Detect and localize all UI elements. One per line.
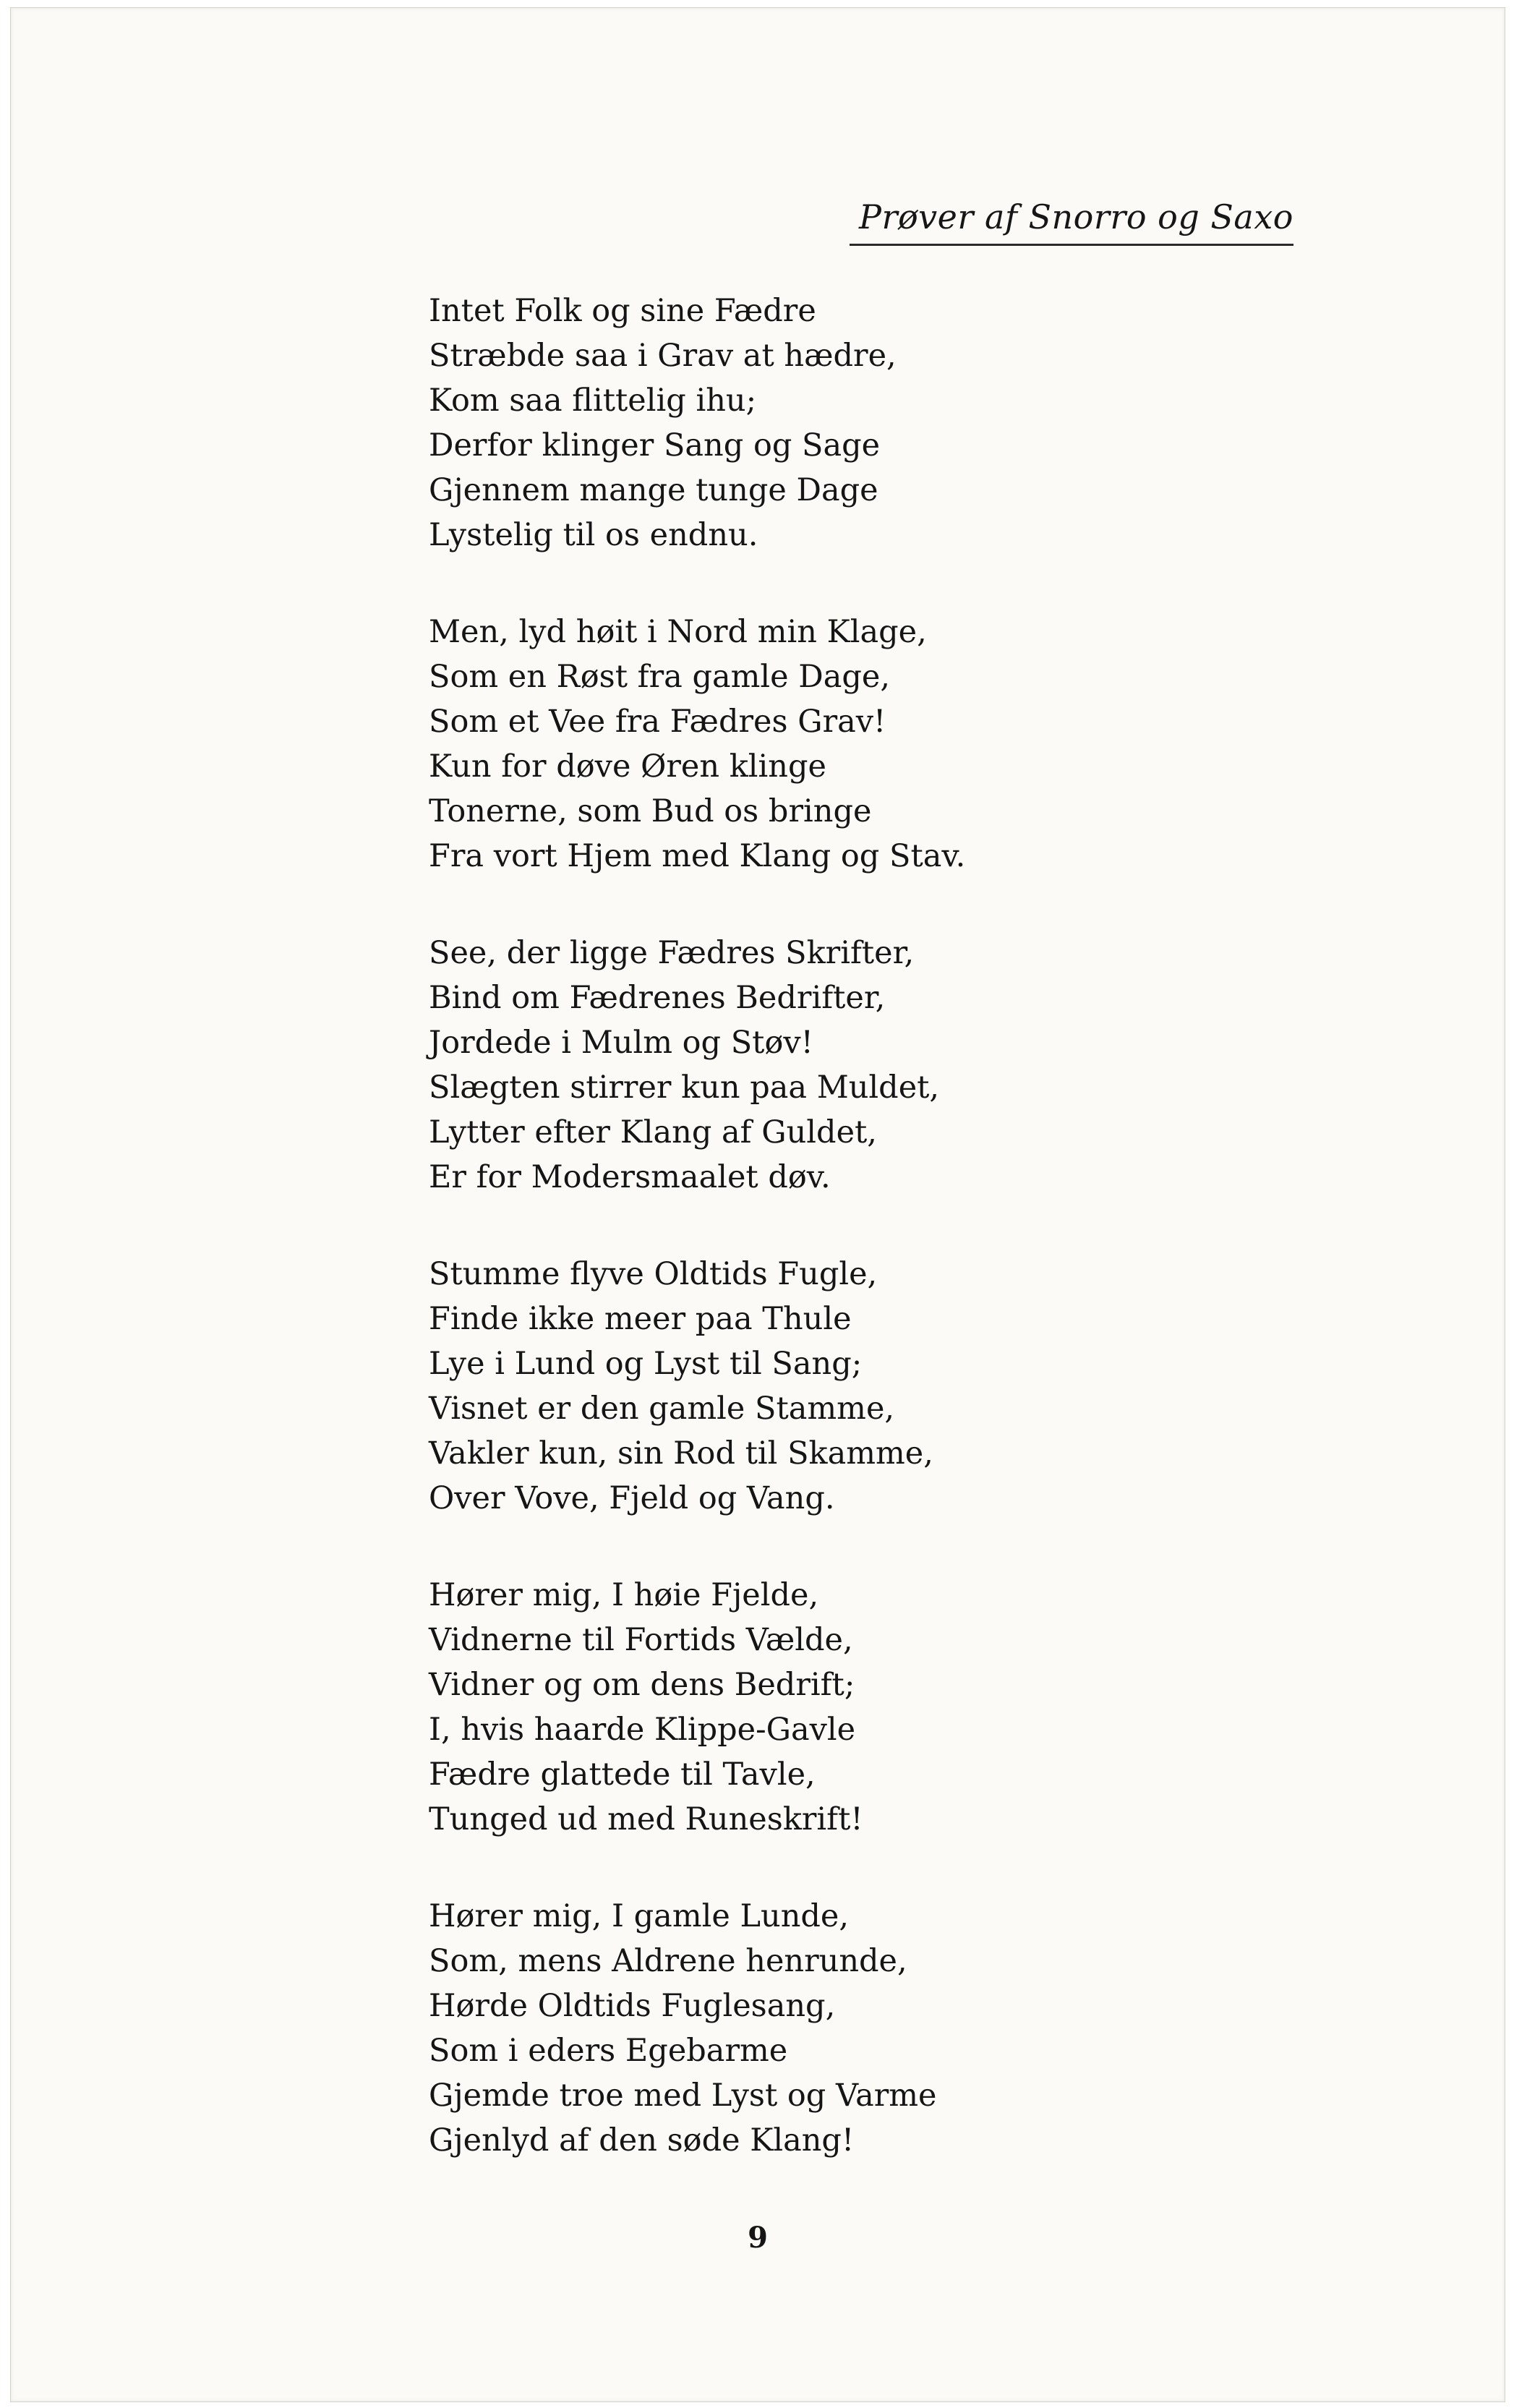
poem-line: Men, lyd høit i Nord min Klage, (429, 614, 927, 650)
poem-line: Lye i Lund og Lyst til Sang; (429, 1346, 863, 1382)
poem-line: See, der ligge Fædres Skrifter, (429, 935, 915, 971)
poem-line: Over Vove, Fjeld og Vang. (429, 1480, 835, 1516)
poem-line: Hører mig, I høie Fjelde, (429, 1577, 819, 1613)
poem-line: Som i eders Egebarme (429, 2033, 788, 2069)
poem-line: Som et Vee fra Fædres Grav! (429, 704, 886, 740)
poem-line: Bind om Fædrenes Bedrifter, (429, 980, 886, 1016)
poem-line: Stumme flyve Oldtids Fugle, (429, 1256, 878, 1292)
poem-line: Intet Folk og sine Fædre (429, 293, 816, 329)
stanza-6 (429, 1894, 1412, 2163)
poem-line: Lystelig til os endnu. (429, 517, 758, 553)
poem-line: Gjenlyd af den søde Klang! (429, 2122, 855, 2159)
poem-line: Gjennem mange tunge Dage (429, 472, 878, 508)
poem-line: Tonerne, som Bud os bringe (429, 793, 872, 829)
poem-line: Som en Røst fra gamle Dage, (429, 659, 891, 695)
page-number: 9 (748, 2221, 768, 2255)
poem-line: Finde ikke meer paa Thule (429, 1301, 852, 1337)
poem-line: Fædre glattede til Tavle, (429, 1756, 816, 1793)
poem (429, 289, 1412, 2215)
poem-line: Vidner og om dens Bedrift; (429, 1667, 855, 1703)
poem-line: Kom saa flittelig ihu; (429, 383, 757, 419)
poem-line: Derfor klinger Sang og Sage (429, 427, 881, 464)
stanza-3 (429, 931, 1412, 1200)
book-page (10, 7, 1505, 2402)
poem-line: Er for Modersmaalet døv. (429, 1159, 831, 1195)
page-header (850, 197, 1293, 246)
stanza-5 (429, 1573, 1412, 1842)
poem-line: Hører mig, I gamle Lunde, (429, 1898, 850, 1934)
stanza-1 (429, 289, 1412, 558)
poem-line: Visnet er den gamle Stamme, (429, 1391, 895, 1427)
poem-line: Hørde Oldtids Fuglesang, (429, 1988, 836, 2024)
poem-line: Vidnerne til Fortids Vælde, (429, 1622, 853, 1658)
stanza-2 (429, 610, 1412, 879)
poem-line: Tunged ud med Runeskrift! (429, 1801, 863, 1837)
poem-line: Gjemde troe med Lyst og Varme (429, 2078, 937, 2114)
poem-line: Kun for døve Øren klinge (429, 748, 826, 785)
poem-line: Som, mens Aldrene henrunde, (429, 1943, 907, 1979)
poem-line: Stræbde saa i Grav at hædre, (429, 338, 897, 374)
stanza-4 (429, 1252, 1412, 1521)
poem-line: Slægten stirrer kun paa Muldet, (429, 1069, 940, 1106)
poem-line: Fra vort Hjem med Klang og Stav. (429, 838, 966, 874)
poem-line: Lytter efter Klang af Guldet, (429, 1114, 877, 1150)
running-head: Prøver af Snorro og Saxo (859, 197, 1293, 236)
poem-line: Vakler kun, sin Rod til Skamme, (429, 1435, 933, 1472)
poem-line: I, hvis haarde Klippe-Gavle (429, 1712, 856, 1748)
poem-line: Jordede i Mulm og Støv! (429, 1025, 813, 1061)
